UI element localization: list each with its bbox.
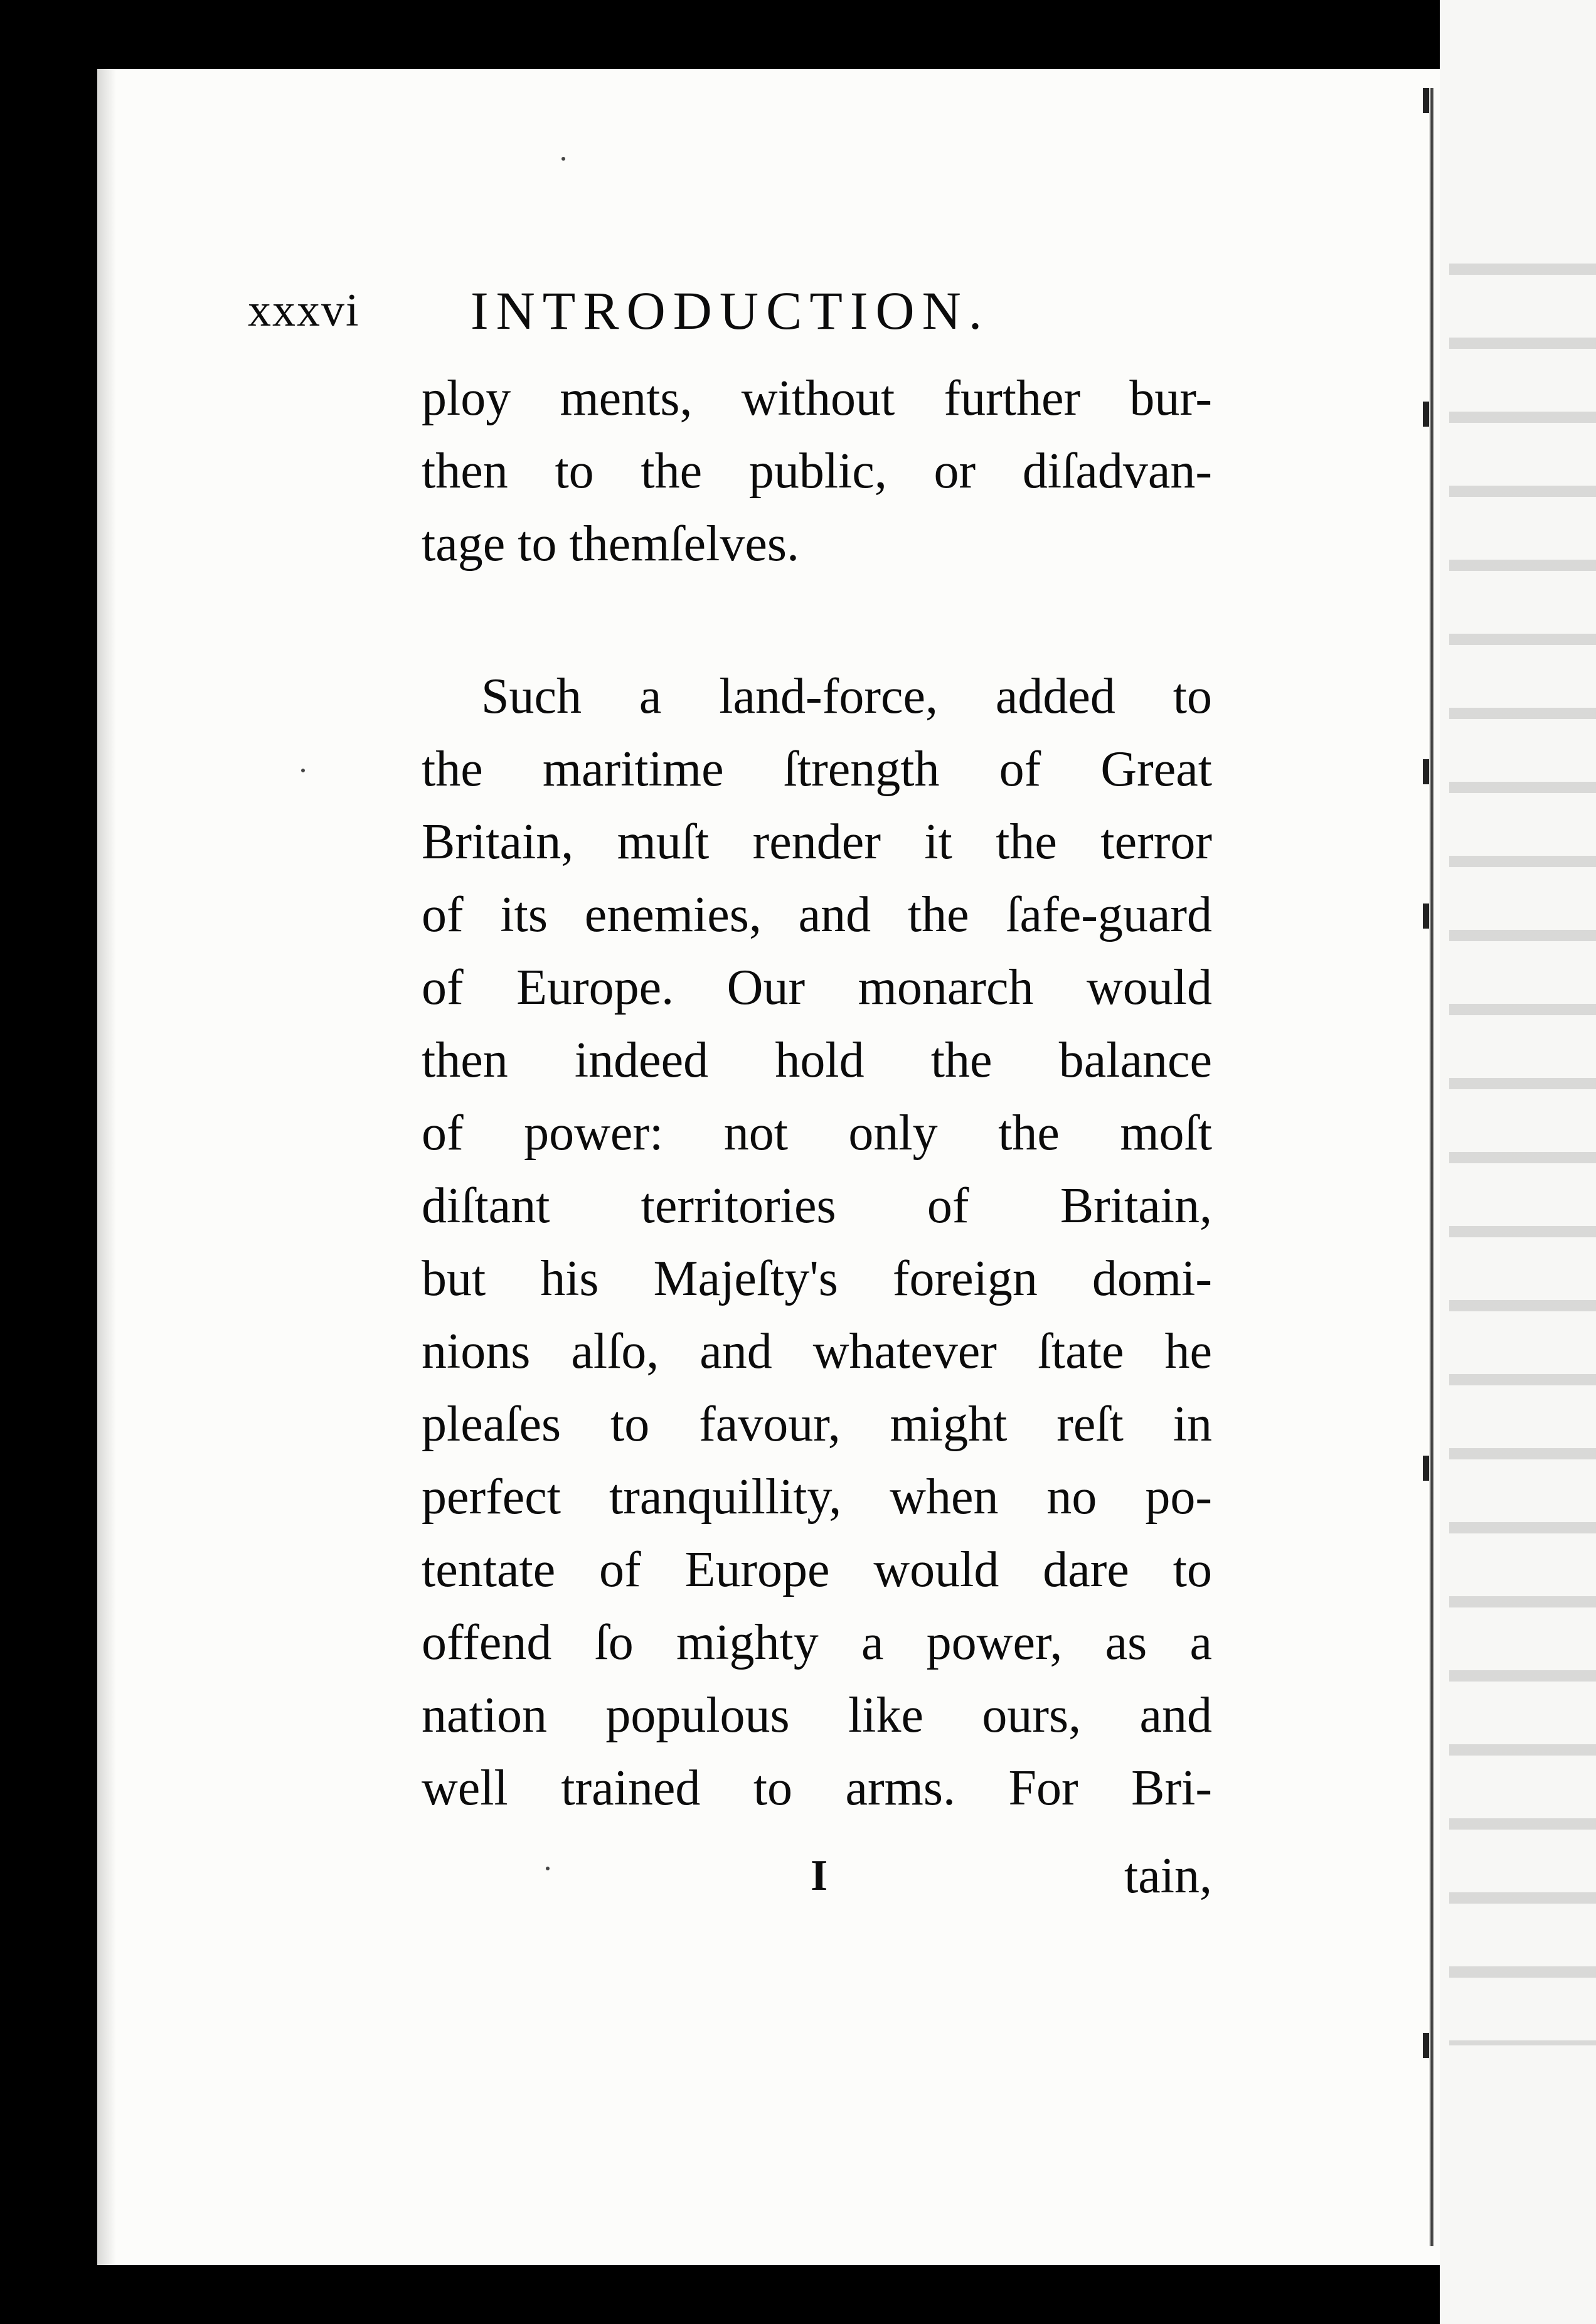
text-line: of power: not only the moſt <box>422 1106 1212 1161</box>
catch-line <box>422 1842 1212 1911</box>
catchword: tain, <box>1124 1848 1212 1904</box>
gutter-fold <box>1429 88 1434 2246</box>
paper-speck <box>561 157 565 161</box>
text-line: of Europe. Our monarch would <box>422 960 1212 1015</box>
gutter-mark <box>1423 1456 1429 1481</box>
text-line: well trained to arms. For Bri- <box>422 1761 1212 1816</box>
gutter-mark <box>1423 402 1429 427</box>
text-line: tentate of Europe would dare to <box>422 1542 1212 1597</box>
page-number: xxxvi <box>248 285 360 336</box>
running-head: INTRODUCTION. <box>471 280 990 341</box>
scan-border-bottom <box>0 2265 1440 2324</box>
text-line: nation populous like ours, and <box>422 1688 1212 1743</box>
page-header <box>248 276 1126 345</box>
text-line: nions alſo, and whatever ſtate he <box>422 1324 1212 1379</box>
gutter-mark <box>1423 903 1429 929</box>
text-line: offend ſo mighty a power, as a <box>422 1615 1212 1670</box>
text-line: perfect tranquillity, when no po- <box>422 1469 1212 1525</box>
text-line: then to the public, or diſadvan- <box>422 444 1212 499</box>
page-edge-shadow <box>97 69 116 2265</box>
text-line: pleaſes to favour, might reſt in <box>422 1397 1212 1452</box>
signature-mark: I <box>811 1852 828 1900</box>
show-through-text <box>1449 226 1596 2045</box>
scan-border-top <box>0 0 1440 69</box>
gutter-mark <box>1423 2033 1429 2058</box>
text-line: the maritime ſtrength of Great <box>422 742 1212 797</box>
text-line: of its enemies, and the ſafe-guard <box>422 887 1212 942</box>
text-line: then indeed hold the balance <box>422 1033 1212 1088</box>
text-line: Such a land-force, added to <box>481 669 1212 724</box>
text-line: diſtant territories of Britain, <box>422 1178 1212 1234</box>
gutter-mark <box>1423 759 1429 784</box>
text-line: ploy ments, without further bur- <box>422 371 1212 426</box>
text-line: tage to themſelves. <box>422 516 800 572</box>
paper-speck <box>301 769 305 772</box>
text-line: but his Majeſty's foreign domi- <box>422 1251 1212 1306</box>
text-line: Britain, muſt render it the terror <box>422 814 1212 870</box>
gutter-mark <box>1423 88 1429 113</box>
